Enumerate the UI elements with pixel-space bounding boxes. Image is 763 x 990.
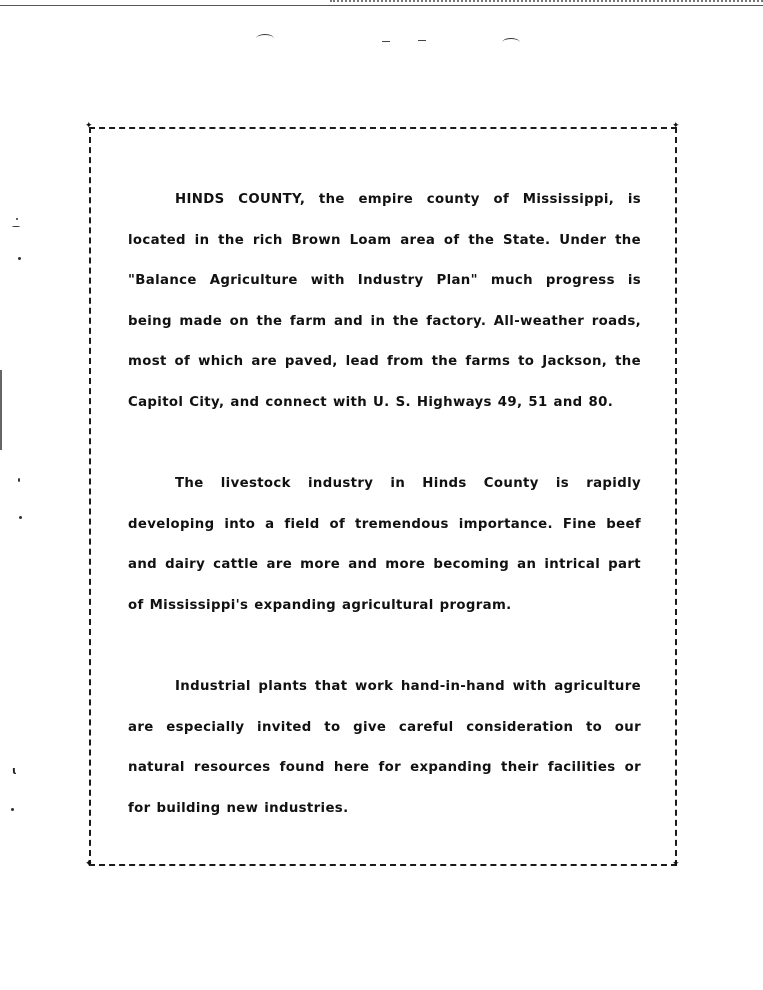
scan-artifact-dash (382, 41, 390, 42)
scan-speck (12, 226, 20, 227)
body-text (128, 180, 641, 870)
scan-speck (19, 516, 22, 519)
frame-corner-ornament: ✦ (85, 121, 93, 131)
frame-corner-ornament: ✦ (672, 859, 680, 869)
paragraph-industrial-plants: Industrial plants that work hand-in-hand with agriculture are especially invited to give careful consideration to our natural resources found here for expanding their facilities or for building new industries. (128, 679, 641, 816)
paragraph-livestock: The livestock industry in Hinds County is rapidly developing into a field of tremendous importance. Fine beef and dairy cattle are more and more becoming an intrical part of Mississippi's expanding agricultural program. (128, 476, 641, 613)
scan-speck (18, 257, 21, 260)
scan-artifact-arc (256, 34, 274, 43)
frame-corner-ornament: ✦ (672, 121, 680, 131)
scan-speck (16, 218, 18, 220)
scan-speck (18, 478, 20, 482)
frame-corner-ornament: ✦ (85, 859, 93, 869)
margin-mark: ɩ (12, 764, 17, 777)
scan-speck (11, 808, 14, 811)
scan-artifact-dash (418, 40, 426, 41)
scan-artifact-arc (502, 38, 520, 47)
top-edge-dots (330, 0, 763, 2)
top-edge-rule (0, 5, 763, 6)
left-margin-line (0, 370, 2, 450)
paragraph-hinds-county: HINDS COUNTY, the empire county of Mississippi, is located in the rich Brown Loam area of the State. Under the "Balance Agriculture with Industry Plan" much progress is being made on the farm and in the factory. All-weather roads, most of which are paved, lead from the farms to Jackson, the Capitol City, and connect with U. S. Highways 49, 51 and 80. (128, 192, 641, 410)
